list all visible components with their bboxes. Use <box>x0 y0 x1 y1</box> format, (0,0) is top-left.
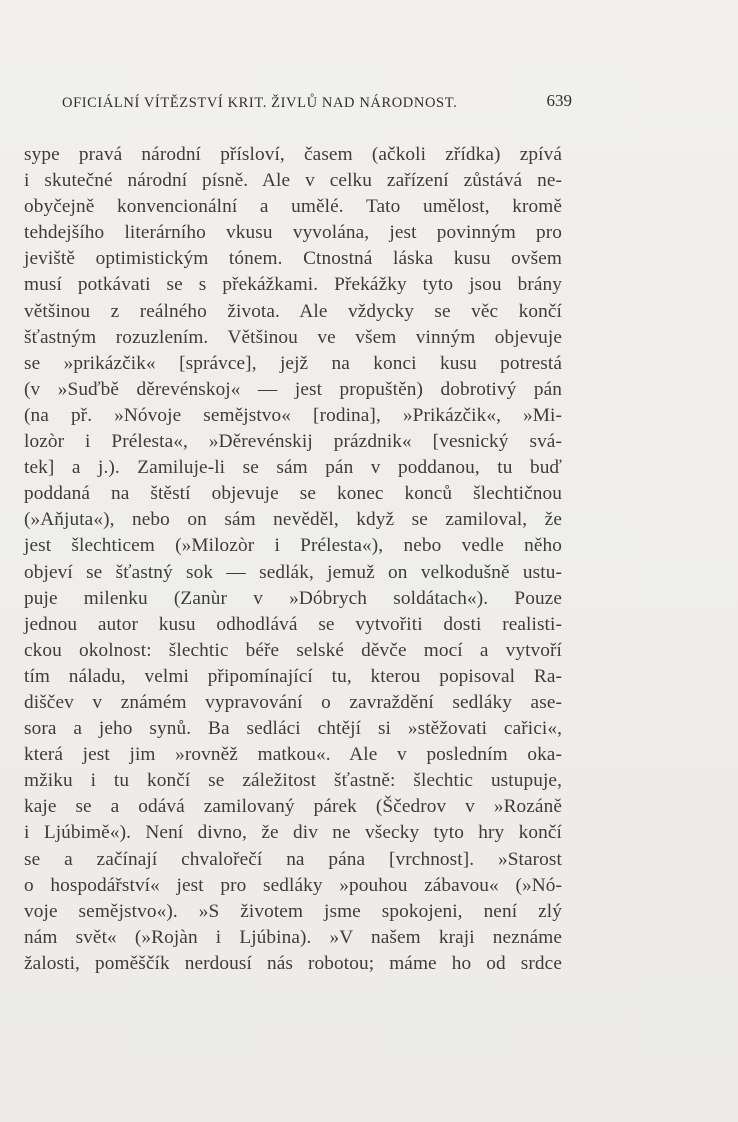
page-header <box>62 91 572 119</box>
text-line: tím náladu, velmi připomínající tu, kterou popisoval Ra- <box>24 665 562 687</box>
text-line: šťastným rozuzlením. Většinou ve všem vinným objevuje <box>24 326 562 348</box>
text-line: tehdejšího literárního vkusu vyvolána, jest povinným pro <box>24 222 562 244</box>
text-line: žalosti, poměščík nerdousí nás robotou; máme ho od srdce <box>24 952 562 974</box>
text-line: sype pravá národní přísloví, časem (ačkoli zřídka) zpívá <box>24 144 562 165</box>
text-line: jeviště optimistickým tónem. Ctnostná láska kusu ovšem <box>24 248 562 270</box>
text-line: obyčejně konvencionální a umělé. Tato umělost, kromě <box>24 196 562 218</box>
text-line: objeví se šťastný sok — sedlák, jemuž on velkodušně ustu- <box>24 561 562 583</box>
body-text <box>24 142 562 977</box>
text-line: mžiku i tu končí se záležitost šťastně: šlechtic ustupuje, <box>24 770 562 792</box>
text-line: sora a jeho synů. Ba sedláci chtějí si »stěžovati cařici«, <box>24 718 562 740</box>
text-line: o hospodářství« jest pro sedláky »pouhou zábavou« (»Nó- <box>24 874 562 896</box>
text-line: puje milenku (Zanùr v »Dóbrych soldátach«). Pouze <box>24 587 562 609</box>
text-line: diščev v známém vypravování o zavraždění sedláky ase- <box>24 691 562 713</box>
text-line: ckou okolnost: šlechtic béře selské děvče mocí a vytvoří <box>24 639 562 661</box>
text-line: poddaná na štěstí objevuje se konec konců šlechtičnou <box>24 483 562 505</box>
text-line: kaje se a odává zamilovaný párek (Ščedrov v »Rozáně <box>24 796 562 818</box>
text-line: (»Aňjuta«), nebo on sám nevěděl, když se zamiloval, že <box>24 509 562 531</box>
text-line: nám svět« (»Rojàn i Ljúbina). »V našem kraji neznáme <box>24 926 562 948</box>
text-line: musí potkávati se s překážkami. Překážky tyto jsou brány <box>24 274 562 296</box>
text-line: jednou autor kusu odhodlává se vytvořiti dosti realisti- <box>24 613 562 635</box>
text-line: jest šlechticem (»Milozòr i Prélesta«), nebo vedle něho <box>24 535 562 557</box>
page-number: 639 <box>546 91 572 110</box>
text-line: voje semějstvo«). »S životem jsme spokojeni, není zlý <box>24 900 562 922</box>
text-line: většinou z reálného života. Ale vždycky se věc končí <box>24 300 562 322</box>
running-title: OFICIÁLNÍ VÍTĚZSTVÍ KRIT. ŽIVLŮ NAD NÁRODNOST. <box>62 95 458 111</box>
text-line: lozòr i Prélesta«, »Děrevénskij prázdnik« [vesnický svá- <box>24 431 562 453</box>
text-line: tek] a j.). Zamiluje-li se sám pán v poddanou, tu buď <box>24 457 562 479</box>
text-line: i Ljúbimě«). Není divno, že div ne všecky tyto hry končí <box>24 822 562 844</box>
text-line: která jest jim »rovněž matkou«. Ale v posledním oka- <box>24 744 562 766</box>
text-line: (v »Suďbě děrevénskoj« — jest propuštěn) dobrotivý pán <box>24 378 562 400</box>
text-line: i skutečné národní písně. Ale v celku zařízení zůstává ne- <box>24 170 562 192</box>
text-line: (na př. »Nóvoje semějstvo« [rodina], »Prikázčik«, »Mi- <box>24 404 562 426</box>
text-line: se a začínají chvalořečí na pána [vrchnost]. »Starost <box>24 848 562 870</box>
text-line: se »prikázčik« [správce], jejž na konci kusu potrestá <box>24 352 562 374</box>
